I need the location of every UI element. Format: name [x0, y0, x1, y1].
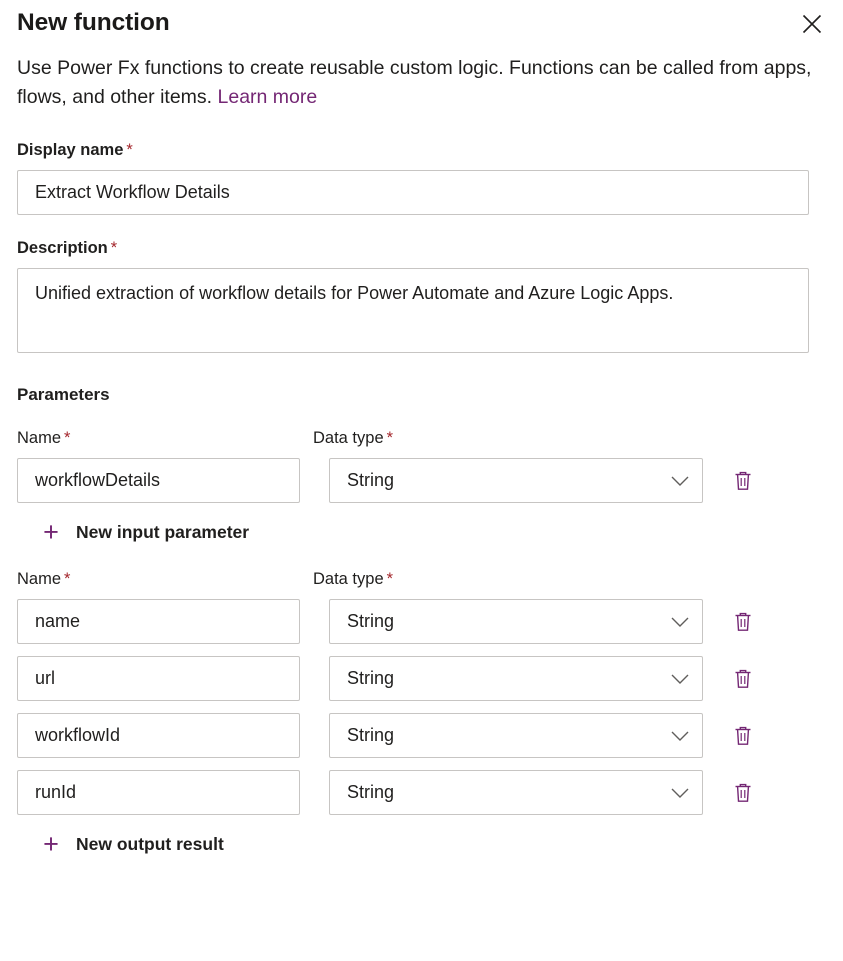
required-marker: *: [64, 429, 71, 447]
column-header-name-text: Name: [17, 570, 62, 588]
output-result-data-type-value[interactable]: String: [329, 656, 703, 701]
parameters-section-title: Parameters: [17, 385, 110, 404]
plus-icon: +: [43, 517, 59, 547]
display-name-field-group: [17, 139, 826, 215]
panel-description-text: Use Power Fx functions to create reusable custom logic. Functions can be called from apps, flows, and other items.: [17, 57, 812, 108]
output-result-data-type-value[interactable]: String: [329, 599, 703, 644]
output-result-name-input[interactable]: [17, 713, 300, 758]
input-parameters-group: [17, 427, 826, 503]
close-icon[interactable]: [796, 8, 828, 40]
output-result-row: [17, 599, 826, 644]
panel-description: [17, 54, 817, 112]
column-header-data-type-text: Data type: [313, 570, 384, 588]
trash-icon[interactable]: [726, 776, 760, 810]
display-name-label: [17, 139, 826, 161]
add-input-parameter-button[interactable]: [37, 519, 249, 546]
column-header-data-type: [313, 427, 393, 449]
input-parameter-rows: [17, 458, 826, 503]
column-header-name: [17, 568, 313, 590]
trash-icon[interactable]: [726, 719, 760, 753]
description-field-group: [17, 237, 826, 358]
trash-icon[interactable]: [726, 464, 760, 498]
required-marker: *: [386, 429, 394, 447]
learn-more-link[interactable]: Learn more: [217, 86, 318, 108]
plus-icon: +: [43, 829, 59, 859]
output-column-headers: [17, 568, 826, 590]
output-result-data-type-select[interactable]: [329, 713, 703, 758]
input-parameter-name-input[interactable]: [17, 458, 300, 503]
add-input-parameter-label: New input parameter: [76, 522, 250, 542]
output-result-name-input[interactable]: [17, 656, 300, 701]
required-marker: *: [386, 570, 394, 588]
column-header-data-type: [313, 568, 393, 590]
output-results-group: [17, 568, 826, 815]
output-result-name-input[interactable]: [17, 599, 300, 644]
required-marker: *: [126, 141, 133, 159]
output-result-data-type-select[interactable]: [329, 656, 703, 701]
add-output-result-button[interactable]: [37, 831, 224, 858]
required-marker: *: [110, 239, 118, 257]
description-label: [17, 237, 826, 259]
column-header-name-text: Name: [17, 429, 62, 447]
output-result-rows: [17, 599, 826, 815]
column-header-name: [17, 427, 313, 449]
input-column-headers: [17, 427, 826, 449]
output-result-row: [17, 656, 826, 701]
input-parameter-row: [17, 458, 826, 503]
trash-icon[interactable]: [726, 662, 760, 696]
input-parameter-data-type-value[interactable]: String: [329, 458, 703, 503]
output-result-data-type-value[interactable]: String: [329, 770, 703, 815]
panel-header: [17, 0, 826, 40]
add-output-result-label: New output result: [76, 834, 224, 854]
output-result-name-input[interactable]: [17, 770, 300, 815]
output-result-data-type-select[interactable]: [329, 770, 703, 815]
required-marker: *: [64, 570, 71, 588]
display-name-label-text: Display name: [17, 141, 124, 159]
description-input[interactable]: [17, 268, 809, 353]
input-parameter-data-type-select[interactable]: [329, 458, 703, 503]
display-name-input[interactable]: [17, 170, 809, 215]
description-label-text: Description: [17, 239, 108, 257]
trash-icon[interactable]: [726, 605, 760, 639]
output-result-row: [17, 770, 826, 815]
column-header-data-type-text: Data type: [313, 429, 384, 447]
output-result-data-type-value[interactable]: String: [329, 713, 703, 758]
output-result-row: [17, 713, 826, 758]
page-title: New function: [17, 9, 170, 36]
output-result-data-type-select[interactable]: [329, 599, 703, 644]
